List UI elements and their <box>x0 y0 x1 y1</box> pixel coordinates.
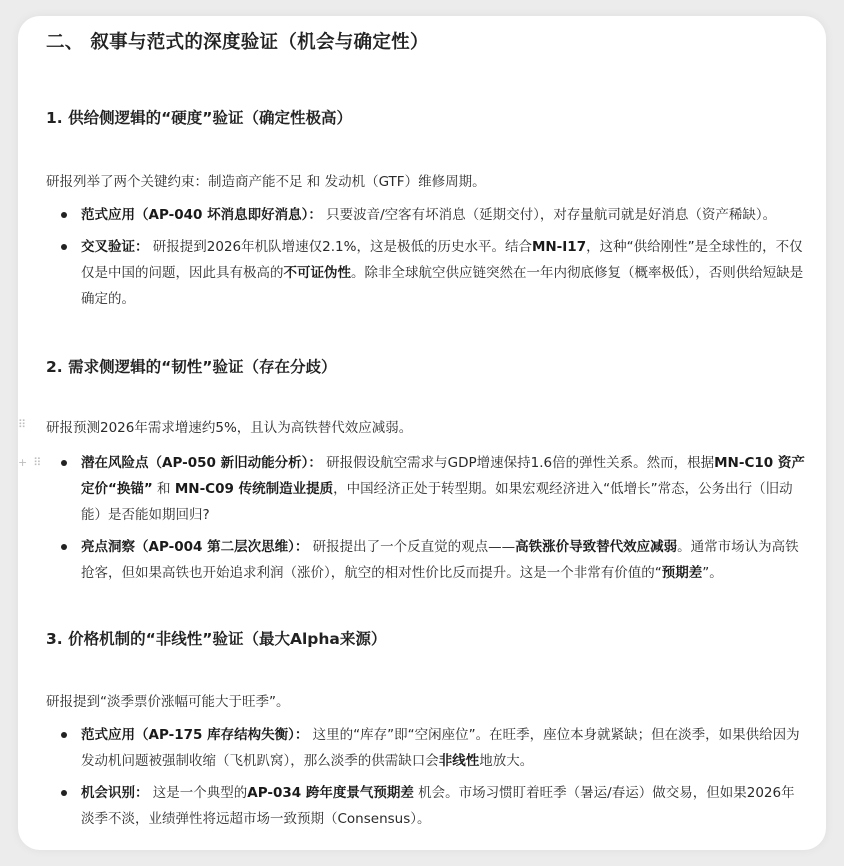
section-2-title: 2. 需求侧逻辑的“韧性”验证（存在分歧） <box>46 358 337 376</box>
drag-handle-icon[interactable]: ⠿ <box>18 418 27 431</box>
list-item: 亮点洞察（AP-004 第二层次思维）： 研报提出了一个反直觉的观点——高铁涨价导致替代效应减弱。通常市场认为高铁抢客，但如果高铁也开始追求利润（涨价），航空的相对性价比反而提升。这是一个非常有价值的“预期差”。 <box>18 534 806 586</box>
page-heading: 二、 叙事与范式的深度验证（机会与确定性） <box>46 32 429 53</box>
section-3-bullets <box>18 722 806 832</box>
section-2-bullets <box>18 450 806 586</box>
document-card <box>18 16 826 850</box>
section-1-intro: 研报列举了两个关键约束：制造商产能不足 和 发动机（GTF）维修周期。 <box>46 174 486 190</box>
block-handle[interactable] <box>18 418 32 432</box>
add-block-icon[interactable]: + <box>18 456 28 469</box>
section-2-intro: 研报预测2026年需求增速约5%，且认为高铁替代效应减弱。 <box>46 420 413 436</box>
section-1-bullets <box>18 202 806 312</box>
list-item: 潜在风险点（AP-050 新旧动能分析）： 研报假设航空需求与GDP增速保持1.6倍的弹性关系。然而，根据MN-C10 资产定价“换锚” 和 MN-C09 传统制造业提质，中国经济正处于转型期。如果宏观经济进入“低增长”常态，公务出行（旧动能）是否能如期回归? <box>18 450 806 528</box>
list-item: 范式应用（AP-175 库存结构失衡）： 这里的“库存”即“空闲座位”。在旺季，座位本身就紧缺；但在淡季，如果供给因为发动机问题被强制收缩（飞机趴窝），那么淡季的供需缺口会非线性地放大。 <box>18 722 806 774</box>
list-item: 机会识别： 这是一个典型的AP-034 跨年度景气预期差 机会。市场习惯盯着旺季（暑运/春运）做交易，但如果2026年淡季不淡，业绩弹性将远超市场一致预期（Consensus）。 <box>18 780 806 832</box>
section-1-title: 1. 供给侧逻辑的“硬度”验证（确定性极高） <box>46 109 352 127</box>
drag-handle-icon[interactable]: ⠿ <box>33 456 42 469</box>
section-3-title: 3. 价格机制的“非线性”验证（最大Alpha来源） <box>46 630 387 648</box>
list-item: 交叉验证： 研报提到2026年机队增速仅2.1%，这是极低的历史水平。结合MN-I17，这种“供给刚性”是全球性的，不仅仅是中国的问题，因此具有极高的不可证伪性。除非全球航空供应链突然在一年内彻底修复（概率极低），否则供给短缺是确定的。 <box>18 234 806 312</box>
section-3-intro: 研报提到“淡季票价涨幅可能大于旺季”。 <box>46 694 290 710</box>
list-item: 范式应用（AP-040 坏消息即好消息）： 只要波音/空客有坏消息（延期交付），对存量航司就是好消息（资产稀缺）。 <box>18 202 806 228</box>
